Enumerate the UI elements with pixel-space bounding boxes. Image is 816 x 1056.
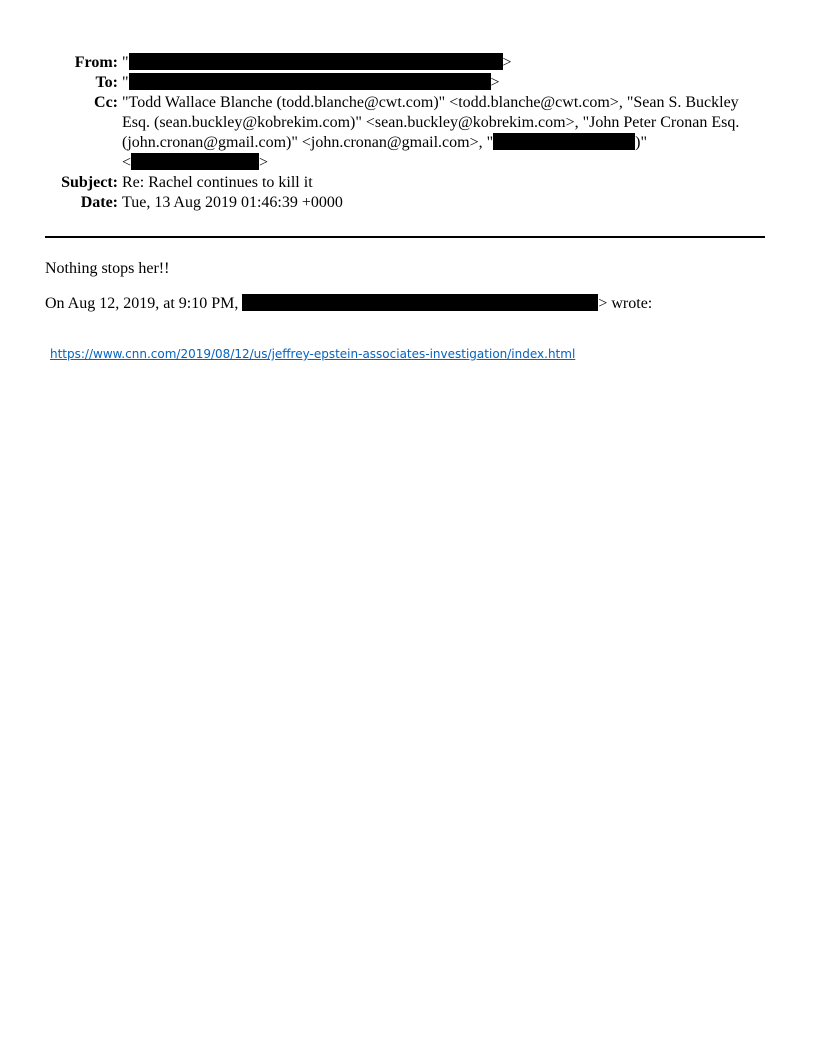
subject-row: [0, 173, 816, 193]
quoted-link-line: [50, 345, 575, 363]
redaction-block: [129, 53, 503, 70]
subject-value: Re: Rachel continues to kill it: [122, 174, 313, 191]
quote-prefix: On Aug 12, 2019, at 9:10 PM,: [45, 295, 239, 312]
redaction-block: [129, 73, 491, 90]
date-value: Tue, 13 Aug 2019 01:46:39 +0000: [122, 194, 343, 211]
redaction-block: [493, 133, 635, 150]
to-label: To:: [95, 74, 118, 91]
cc-text-open: <: [122, 154, 132, 171]
from-quote: ": [122, 54, 129, 71]
to-suffix: >: [490, 74, 500, 91]
email-header: [0, 53, 816, 213]
date-row: [0, 193, 816, 213]
from-row: [0, 53, 816, 73]
message-body: Nothing stops her!!: [45, 260, 170, 277]
cc-text-end: >: [259, 154, 269, 171]
quote-suffix: > wrote:: [598, 295, 653, 312]
subject-label: Subject:: [61, 174, 118, 191]
header-divider: [45, 236, 765, 238]
cc-row: [0, 93, 816, 173]
redaction-block: [242, 294, 598, 311]
from-suffix: >: [502, 54, 512, 71]
to-quote: ": [122, 74, 129, 91]
from-label: From:: [74, 54, 118, 71]
redaction-block: [131, 153, 259, 170]
cnn-article-link[interactable]: https://www.cnn.com/2019/08/12/us/jeffrey-epstein-associates-investigation/index.html: [50, 347, 576, 361]
from-value: [122, 53, 746, 73]
to-row: [0, 73, 816, 93]
date-label: Date:: [80, 194, 118, 211]
quote-attribution: [45, 294, 652, 314]
cc-text: "Todd Wallace Blanche (todd.blanche@cwt.com)" <todd.blanche@cwt.com>, "Sean S. Buckley Esq. (sean.buckley@kobrekim.com)" <sean.buckley@kobrekim.com>, "John Peter Cronan Esq. (john.cronan@gmail.com)" <john.cronan@gmail.com>, ": [122, 94, 740, 151]
cc-text-close: )": [635, 134, 648, 151]
to-value: [122, 73, 746, 93]
cc-label: Cc:: [94, 94, 118, 111]
cc-value: [122, 93, 746, 173]
